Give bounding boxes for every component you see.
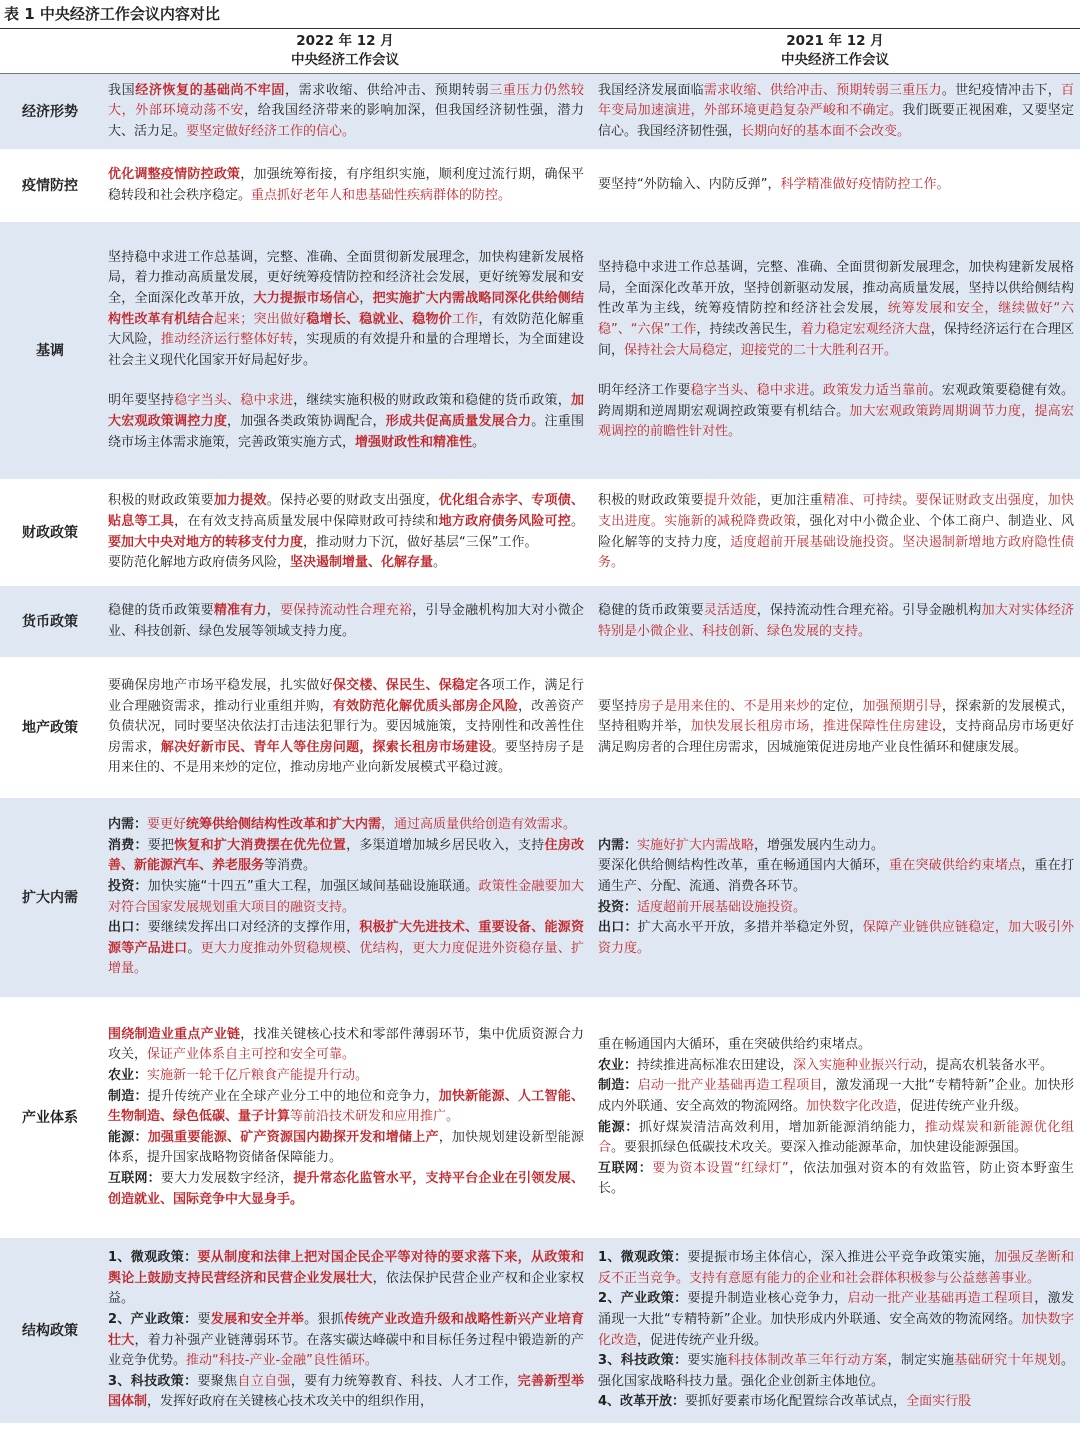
cell-paragraph	[598, 1118, 1074, 1159]
table-row	[0, 658, 1080, 798]
text-segment: 互联网：	[598, 1160, 653, 1176]
text-segment: 坚决遏制增量、化解存量	[290, 555, 434, 571]
cell-2022	[100, 586, 590, 658]
cell-paragraph	[108, 836, 584, 877]
text-segment: 制造：	[598, 1078, 638, 1094]
text-segment: 要防范化解地方政府债务风险，	[108, 555, 291, 571]
text-segment: 。要狠抓绿色低碳技术攻关。要深入推动能源革命，加快建设能源强国。	[611, 1140, 1028, 1156]
cell-paragraph	[598, 1159, 1074, 1200]
text-segment: ，依法加强对资本的有效监管，防止资本野蛮生长。	[598, 1160, 1074, 1197]
row-category: 结构政策	[0, 1238, 100, 1424]
cell-paragraph	[108, 491, 584, 553]
text-segment: 积极扩大先进技术、重要设备、能源资源等产品进口	[108, 920, 584, 956]
cell-paragraph	[108, 553, 584, 574]
cell-2022	[100, 480, 590, 586]
text-segment: 出口：	[108, 920, 148, 936]
text-segment: 抓好煤炭清洁高效利用，增加新能源消纳能力，	[638, 1119, 925, 1135]
text-segment: ，激发涌现一大批“专精特新”企业。加快形成内外联通、安全高效的物流网络。	[598, 1291, 1074, 1327]
text-segment: ，多渠道增加城乡居民收入，支持	[346, 837, 545, 853]
text-segment: 优化调整疫情防控政策	[108, 166, 241, 182]
text-segment: ，保持流动性合理充裕。引导金融机构	[756, 602, 982, 618]
text-segment: 推动煤炭和新能源优化组合	[598, 1119, 1074, 1156]
text-segment: ，着力补强产业链薄弱环节。在落实碳达峰碳中和目标任务过程中锻造新的产业竞争优势。	[108, 1332, 584, 1369]
text-segment: 科技体制改革三年行动方案	[727, 1353, 888, 1369]
text-segment: 我国经济发展面临	[598, 82, 704, 98]
text-segment: 要深化供给侧结构性改革，重在畅通国内大循环，	[598, 858, 889, 874]
header-2022-date: 2022 年 12 月	[296, 33, 394, 49]
text-segment: 增强财政性和精准性	[355, 434, 473, 450]
text-segment: 。	[433, 555, 447, 571]
text-segment: 科学精准做好疫情防控工作。	[780, 177, 950, 193]
text-segment: 统筹供给侧结构性改革和扩大内需	[186, 817, 382, 833]
cell-paragraph	[108, 1248, 584, 1310]
text-segment: ，需求收缩、供给冲击、预期转弱	[285, 82, 490, 98]
text-segment: 。	[902, 493, 916, 509]
text-segment: 扩大高水平开放，多措并举稳定外贸，	[637, 920, 863, 936]
text-segment: ，找准关键核心技术和零部件薄弱环节，集中优质资源合力攻关，	[108, 1026, 584, 1063]
text-segment: ，引导金融机构加大对小微企业、科技创新、绿色发展等领域支持力度。	[108, 602, 584, 639]
text-segment: 完善新型举国体制	[108, 1373, 584, 1410]
text-segment: 我们既要正视困难，又要坚定信心。我国经济韧性强，	[598, 103, 1074, 139]
cell-paragraph	[598, 1248, 1074, 1289]
text-segment: 。世纪疫情冲击下，	[941, 82, 1061, 98]
cell-paragraph	[598, 381, 1074, 443]
text-segment: 要为资本设置“红绿灯”	[652, 1160, 789, 1176]
cell-paragraph	[598, 1076, 1074, 1117]
text-segment: 加快实施“十四五”重大工程，加强区域间基础设施联通。	[147, 878, 479, 894]
text-segment: ，在有效支持高质量发展中保障财政可持续和	[174, 513, 439, 529]
text-segment: 恢复和扩大消费摆在优先位置	[174, 837, 347, 853]
cell-paragraph	[108, 391, 584, 453]
text-segment: 加大对实体经济特别是小微企业、科技创新、绿色发展的支持。	[598, 602, 1074, 639]
cell-paragraph	[598, 1392, 1074, 1413]
text-segment: 坚持稳中求进工作总基调，完整、准确、全面贯彻新发展理念，加快构建新发展格局，着力推动高质量发展，更好统筹疫情防控和经济社会发展，更好统筹发展和安全，全面深化改革开放，	[108, 249, 584, 307]
table-body	[0, 74, 1080, 1424]
text-segment: 农业：	[598, 1057, 638, 1073]
text-segment: 保交楼、保民生、保稳定	[332, 678, 479, 694]
text-segment: 自立自强	[237, 1373, 291, 1389]
text-segment: 要提升制造业核心竞争力，	[687, 1291, 848, 1307]
cell-2021	[590, 480, 1080, 586]
text-segment: ，加快规划建设新型能源体系，提升国家战略物资储备保障能力。	[108, 1129, 584, 1166]
text-segment: 加强预期引导	[862, 698, 942, 714]
cell-paragraph	[108, 248, 584, 372]
row-category: 扩大内需	[0, 798, 100, 998]
cell-paragraph	[108, 165, 584, 206]
text-segment: 积极的财政政策要	[598, 493, 704, 509]
text-segment: 定位，	[822, 698, 863, 714]
text-segment: ，依法保护民营企业产权和企业家权益。	[108, 1270, 584, 1307]
header-2022	[100, 29, 590, 74]
text-segment: 能源：	[108, 1129, 148, 1145]
text-segment: 发展和安全并举	[210, 1311, 305, 1327]
text-segment: 要坚定做好经济工作的信心。	[186, 123, 356, 139]
text-segment: ，持续改善民生，	[696, 321, 801, 337]
text-segment: 坚决遏制新增地方政府隐性债务。	[598, 534, 1074, 571]
header-2021	[590, 29, 1080, 74]
text-segment: ，保持经济运行在合理区间，	[598, 321, 1074, 358]
cell-2022	[100, 74, 590, 150]
text-segment: ，制定实施	[887, 1353, 955, 1369]
cell-paragraph	[598, 836, 1074, 857]
row-category: 产业体系	[0, 998, 100, 1238]
text-segment: 农业：	[108, 1068, 148, 1084]
text-segment: 提升效能	[703, 493, 757, 509]
text-segment: 加强反垄断和反不正当竞争。支持有意愿有能力的企业和社会群体积极参与公益慈善事业。	[598, 1250, 1074, 1286]
text-segment: 启动一批产业基础再造工程项目	[637, 1078, 823, 1094]
text-segment: 1、微观政策：	[108, 1250, 198, 1266]
text-segment: ，激发涌现一大批“专精特新”企业。加快形成内外联通、安全高效的物流网络。	[598, 1078, 1074, 1114]
text-segment: 启动一批产业基础再造工程项目	[847, 1291, 1035, 1307]
text-segment: 。要坚持房子是用来住的、不是用来炒的定位，推动房地产业向新发展模式平稳过渡。	[108, 739, 584, 776]
text-segment: 房子是用来住的、不是用来炒的	[637, 698, 823, 714]
cell-2022	[100, 798, 590, 998]
text-segment: 要聚焦	[197, 1373, 238, 1389]
text-segment: 加快发展长租房市场，推进保障性住房建设	[690, 719, 942, 735]
text-segment: 要把	[147, 837, 175, 853]
text-segment: 要保持流动性合理充裕	[279, 602, 413, 618]
cell-2021	[590, 798, 1080, 998]
text-segment: 加大宏观政策跨周期调节力度，提高宏观调控的前瞻性针对性。	[598, 403, 1074, 440]
text-segment: ，加强统筹衔接，有序组织实施，顺利度过流行期，确保平稳转段和社会秩序稳定。	[108, 166, 584, 203]
text-segment: 加快新能源、人工智能、生物制造、绿色低碳、量子计算	[108, 1088, 584, 1125]
text-segment: ，促进传统产业升级。	[897, 1098, 1028, 1114]
text-segment: 要确保房地产市场平稳发展，扎实做好	[108, 678, 333, 694]
text-segment: 三重压力仍然较大，外部环境动荡不安	[108, 82, 584, 119]
text-segment: 保障产业链供应链稳定，加大吸引外资力度。	[598, 920, 1074, 956]
text-segment: ，重在打通生产、分配、流通、消费各环节。	[598, 858, 1074, 894]
cell-paragraph	[598, 1035, 1074, 1056]
text-segment: 明年要坚持	[108, 393, 175, 409]
cell-2021	[590, 998, 1080, 1238]
text-segment: 加力提效	[213, 493, 267, 509]
text-segment: 。保持必要的财政支出强度，	[266, 493, 439, 509]
text-segment: ，加强各类政策协调配合，	[227, 413, 386, 429]
text-segment: 全面实行股	[906, 1394, 972, 1410]
text-segment: 推动“科技-产业-金融”良性循环。	[186, 1353, 378, 1369]
text-segment: 保证产业体系自主可控和安全可靠。	[147, 1047, 356, 1063]
text-segment: 工作	[451, 311, 479, 327]
text-segment: 加快数字化改造	[598, 1311, 1074, 1348]
table-row	[0, 798, 1080, 998]
text-segment: 实施好扩大内需战略	[637, 837, 755, 853]
text-segment: 基础研究十年规划	[954, 1353, 1061, 1369]
text-segment: 需求收缩、供给冲击、预期转弱三重压力	[703, 82, 942, 98]
text-segment: 2、产业政策：	[108, 1311, 198, 1327]
text-segment: ，提高农机装备水平。	[923, 1057, 1054, 1073]
text-segment: 能源：	[598, 1119, 639, 1135]
text-segment: 大力提振市场信心	[253, 291, 360, 307]
cell-paragraph	[598, 81, 1074, 143]
text-segment: ，给我国经济带来的影响加深，但我国经济韧性强，潜力大、活力足。	[108, 103, 584, 139]
text-segment: ，促进传统产业升级。	[637, 1332, 768, 1348]
table-row	[0, 998, 1080, 1238]
text-segment: 。	[889, 534, 903, 550]
cell-paragraph	[108, 1025, 584, 1066]
cell-paragraph	[108, 1372, 584, 1413]
text-segment: 稳字当头、稳中求进	[174, 393, 294, 409]
text-segment: 加强重要能源、矿产资源国内勘探开发和增储上产	[147, 1129, 439, 1145]
text-segment: 围绕制造业重点产业链	[108, 1026, 241, 1042]
text-segment: 百年变局加速演进，外部环境更趋复杂严峻和不确定。	[598, 82, 1074, 119]
text-segment: ，发挥好政府在关键核心技术攻关中的组织作用，	[147, 1394, 434, 1410]
text-segment: 政策性金融要加大对符合国家发展规划重大项目的融资支持。	[108, 878, 584, 915]
cell-paragraph	[108, 601, 584, 642]
text-segment: ，更加注重	[756, 493, 823, 509]
text-segment: 重在突破供给约束堵点	[889, 858, 1022, 874]
text-segment: 。强化国家战略科技力量。强化企业创新主体地位。	[598, 1353, 1074, 1389]
header-category	[0, 29, 100, 74]
comparison-table	[0, 29, 1080, 1424]
text-segment: 起来；突出做好	[213, 311, 307, 327]
text-segment: 4、改革开放：	[598, 1394, 686, 1410]
text-segment: 要实施	[687, 1353, 728, 1369]
cell-2021	[590, 658, 1080, 798]
text-segment: 稳增长、稳就业、稳物价	[306, 311, 452, 327]
cell-paragraph	[108, 918, 584, 980]
text-segment: 要更好	[147, 817, 187, 833]
text-segment: ，要有力统筹教育、科技、人才工作，	[290, 1373, 518, 1389]
text-segment: 。	[570, 513, 584, 529]
row-category: 疫情防控	[0, 150, 100, 222]
text-segment: 实施新一轮千亿斤粮食产能提升行动。	[147, 1068, 369, 1084]
table-row	[0, 222, 1080, 480]
text-segment: 长期向好的基本面不会改变。	[741, 123, 911, 139]
text-segment: 明年经济工作要	[598, 383, 691, 399]
cell-2021	[590, 74, 1080, 150]
text-segment: 。	[809, 383, 823, 399]
cell-paragraph	[598, 918, 1074, 959]
cell-paragraph	[108, 877, 584, 918]
table-row	[0, 74, 1080, 150]
text-segment: 出口：	[598, 920, 638, 936]
text-segment: 提升传统产业在全球产业分工中的地位和竞争力，	[147, 1088, 439, 1104]
cell-paragraph	[598, 697, 1074, 759]
text-segment: ，有效防范化解重大风险，	[108, 311, 584, 348]
text-segment: 消费：	[108, 837, 148, 853]
text-segment: 互联网：	[108, 1170, 161, 1186]
text-segment: 坚持稳中求进工作总基调，完整、准确、全面贯彻新发展理念，加快构建新发展格局，全面深化改革开放，坚持创新驱动发展，推动高质量发展，坚持以供给侧结构性改革为主线，统筹疫情防控和经济社会发展，	[598, 260, 1074, 317]
table-row	[0, 1238, 1080, 1424]
row-category: 经济形势	[0, 74, 100, 150]
text-segment: 重点抓好老年人和患基础性疾病群体的防控。	[251, 187, 512, 203]
text-segment: 要大力发展数字经济，	[160, 1170, 294, 1186]
table-row	[0, 150, 1080, 222]
text-segment: 保持社会大局稳定，迎接党的二十大胜利召开。	[624, 342, 898, 358]
text-segment: ，通过高质量供给创造有效需求。	[381, 817, 577, 833]
text-segment: 精准有力	[213, 602, 267, 618]
text-segment: ，	[266, 602, 280, 618]
text-segment: 内需：	[598, 837, 638, 853]
cell-2021	[590, 150, 1080, 222]
text-segment: 1、微观政策：	[598, 1250, 688, 1266]
text-segment: ，支持商品房市场更好满足购房者的合理住房需求，因城施策促进房地产业良性循环和健康发展。	[598, 719, 1074, 755]
cell-paragraph	[108, 1066, 584, 1087]
cell-paragraph	[108, 1128, 584, 1169]
table-row	[0, 586, 1080, 658]
text-segment: ，增强发展内生动力。	[754, 837, 885, 853]
text-segment: 稳健的货币政策要	[598, 602, 704, 618]
text-segment: 优化组合赤字、专项债、贴息等工具	[108, 493, 584, 529]
text-segment: ，探索新的发展模式，坚持租购并举，	[598, 698, 1074, 735]
cell-2021	[590, 586, 1080, 658]
cell-2022	[100, 658, 590, 798]
text-segment: ，改善资产负债状况，同时要坚决依法打击违法犯罪行为。要因城施策，支持刚性和改善性住房需求，	[108, 698, 584, 755]
text-segment: 要坚持	[598, 698, 638, 714]
cell-paragraph	[598, 856, 1074, 897]
text-segment: 着力稳定宏观经济大盘	[800, 321, 931, 337]
text-segment: 投资：	[108, 878, 148, 894]
text-segment: 灵活适度	[703, 602, 757, 618]
cell-2021	[590, 222, 1080, 480]
header-2021-name: 中央经济工作会议	[781, 52, 889, 68]
cell-2022	[100, 222, 590, 480]
text-segment: ，	[359, 291, 373, 307]
text-segment: 2、产业政策：	[598, 1291, 688, 1307]
cell-2022	[100, 1238, 590, 1424]
text-segment: 解决好新市民、青年人等住房问题，探索长租房市场建设	[160, 739, 492, 755]
text-segment: 稳健的货币政策要	[108, 602, 214, 618]
cell-paragraph	[108, 1087, 584, 1128]
text-segment: 要提振市场主体信心，深入推进公平竞争政策实施，	[687, 1250, 995, 1266]
row-category: 财政政策	[0, 480, 100, 586]
header-2021-date: 2021 年 12 月	[786, 33, 884, 49]
text-segment: 内需：	[108, 817, 148, 833]
row-category: 地产政策	[0, 658, 100, 798]
text-segment: 。	[187, 940, 201, 956]
cell-paragraph	[108, 1310, 584, 1372]
cell-paragraph	[108, 81, 584, 143]
text-segment: 适度超前开展基础设施投资。	[637, 899, 807, 915]
text-segment: 重在畅通国内大循环，重在突破供给约束堵点。	[598, 1037, 872, 1053]
text-segment: ，推动财力下沉，做好基层“三保”工作。	[303, 534, 538, 550]
text-segment: 。宏观政策要稳健有效。跨周期和逆周期宏观调控政策要有机结合。	[598, 383, 1074, 419]
text-segment: 形成共促高质量发展合力	[385, 413, 532, 429]
text-segment: 地方政府债务风险可控	[438, 513, 571, 529]
text-segment: 等前沿技术研发和应用推广。	[290, 1109, 460, 1125]
text-segment: 要继续发挥出口对经济的支撑作用，	[147, 920, 360, 936]
cell-paragraph	[598, 175, 1074, 196]
text-segment: 。注重围绕市场主体需求施策，完善政策实施方式，	[108, 413, 584, 450]
text-segment: 要加大中央对地方的转移支付力度	[108, 534, 304, 550]
header-2022-name: 中央经济工作会议	[291, 52, 399, 68]
text-segment: 实施新的减税降费政策	[664, 513, 797, 529]
text-segment: 更大力度推动外贸稳规模、优结构，更大力度促进外资稳存量、扩增量。	[108, 940, 584, 977]
text-segment: 要	[197, 1311, 211, 1327]
cell-paragraph	[598, 258, 1074, 361]
text-segment: 。	[472, 434, 486, 450]
table-header-row	[0, 29, 1080, 74]
text-segment: 投资：	[598, 899, 638, 915]
text-segment: ，继续实施积极的财政政策和稳健的货币政策，	[293, 393, 571, 409]
text-segment: 要从制度和法律上把对国企民企平等对待的要求落下来，从政策和舆论上鼓励支持民营经济和民营企业发展壮大	[108, 1250, 584, 1286]
row-category: 基调	[0, 222, 100, 480]
text-segment: 持续推进高标准农田建设，	[637, 1057, 794, 1073]
text-segment: 适度超前开展基础设施投资	[730, 534, 890, 550]
table-title: 表 1 中央经济工作会议内容对比	[0, 0, 1080, 29]
text-segment: 推动经济运行整体好转	[160, 332, 294, 348]
cell-paragraph	[598, 898, 1074, 919]
text-segment: 加大宏观政策调控力度	[108, 393, 584, 429]
text-segment: 传统产业改造升级和战略性新兴产业培育壮大	[108, 1311, 584, 1348]
text-segment: ，实现质的有效提升和量的合理增长，为全面建设社会主义现代化国家开好局起好步。	[108, 332, 584, 368]
text-segment: ，强化对中小微企业、个体工商户、制造业、风险化解等的支持力度，	[598, 513, 1074, 550]
text-segment: 等消费。	[264, 858, 317, 874]
text-segment: 稳字当头、稳中求进	[690, 383, 810, 399]
row-category: 货币政策	[0, 586, 100, 658]
text-segment: 统筹发展和安全，继续做好“六稳”、“六保”工作	[598, 301, 1074, 337]
cell-paragraph	[598, 601, 1074, 642]
text-segment: 提升常态化监管水平，支持平台企业在引领发展、创造就业、国际竞争中大显身手。	[108, 1170, 584, 1207]
text-segment: 要坚持“外防输入、内防反弹”，	[598, 177, 781, 193]
cell-paragraph	[598, 1351, 1074, 1392]
cell-2022	[100, 150, 590, 222]
cell-paragraph	[598, 491, 1074, 573]
text-segment: 制造：	[108, 1088, 148, 1104]
text-segment: 。狠抓	[304, 1311, 345, 1327]
text-segment: 经济恢复的基础尚不牢固	[135, 82, 286, 98]
text-segment: 把实施扩大内需战略同深化供给侧结构性改革有机结合	[108, 291, 584, 327]
cell-paragraph	[598, 1289, 1074, 1351]
text-segment: 要保证财政支出强度，加快支出进度。	[598, 493, 1074, 529]
text-segment: 3、科技政策：	[598, 1353, 688, 1369]
cell-paragraph	[108, 1169, 584, 1210]
cell-paragraph	[598, 1056, 1074, 1077]
text-segment: 积极的财政政策要	[108, 493, 214, 509]
text-segment: 各项工作，满足行业合理融资需求，推动行业重组并购，	[108, 678, 584, 714]
text-segment: 住房改善、新能源汽车、养老服务	[108, 837, 584, 874]
text-segment: 有效防范化解优质头部房企风险	[332, 698, 519, 714]
cell-2022	[100, 998, 590, 1238]
cell-paragraph	[108, 815, 584, 836]
text-segment: 我国	[108, 82, 136, 98]
cell-paragraph	[108, 676, 584, 779]
cell-2021	[590, 1238, 1080, 1424]
table-row	[0, 480, 1080, 586]
text-segment: 政策发力适当靠前	[822, 383, 929, 399]
text-segment: 深入实施种业振兴行动	[793, 1057, 924, 1073]
text-segment: 3、科技政策：	[108, 1373, 198, 1389]
text-segment: 加快数字化改造	[806, 1098, 898, 1114]
text-segment: 要抓好要素市场化配置综合改革试点，	[685, 1394, 907, 1410]
text-segment: 精准、可持续	[822, 493, 903, 509]
